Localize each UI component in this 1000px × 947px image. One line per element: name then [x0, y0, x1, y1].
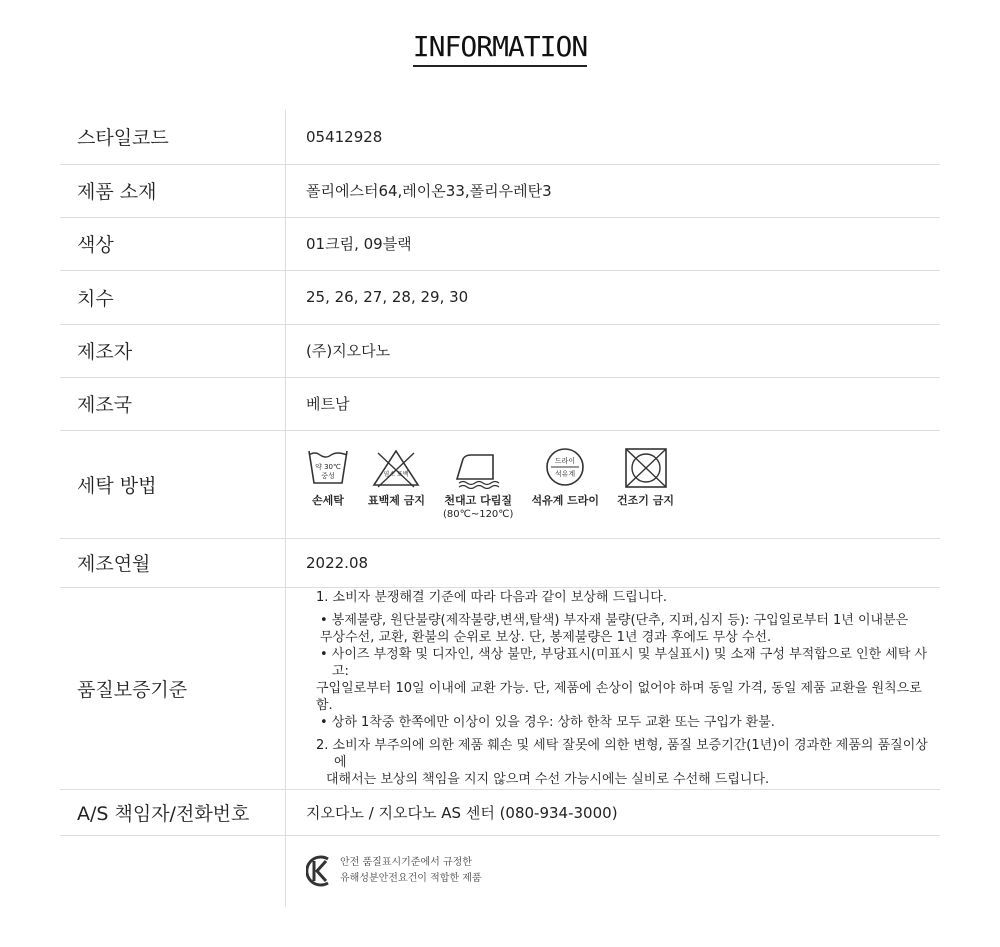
care-no-tumble-dry — [617, 447, 674, 508]
kc-mark — [306, 853, 939, 889]
quality-bullet-2-cont: 구입일로부터 10일 이내에 교환 가능. 단, 제품에 손상이 없어야 하며 동일 가격, 동일 제품 교환을 원칙으로 함. — [316, 680, 922, 713]
care-icons — [306, 447, 939, 521]
row-date — [60, 538, 940, 587]
care-no-bleach — [368, 447, 425, 508]
dry-clean-text-top: 드라이 — [555, 457, 576, 465]
value-kc — [286, 835, 941, 907]
value-date: 2022.08 — [286, 538, 941, 587]
dry-clean-text-bottom: 석유계 — [555, 470, 576, 478]
quality-item-1: 1. 소비자 분쟁해결 기준에 따라 다음과 같이 보상해 드립니다. — [316, 589, 667, 605]
care-label-no-bleach: 표백제 금지 — [368, 494, 425, 507]
hand-wash-icon — [306, 447, 350, 489]
no-bleach-icon — [370, 447, 422, 489]
row-material — [60, 164, 940, 217]
value-washing — [286, 430, 941, 538]
row-color — [60, 217, 940, 270]
kc-certification-icon — [306, 853, 334, 889]
value-quality — [286, 587, 941, 789]
value-country: 베트남 — [286, 377, 941, 430]
care-label-no-tumble-dry: 건조기 금지 — [617, 494, 674, 507]
label-kc-empty — [60, 835, 286, 907]
value-as: 지오다노 / 지오다노 AS 센터 (080-934-3000) — [286, 789, 941, 835]
label-maker: 제조자 — [60, 324, 286, 377]
page-title-wrap — [0, 30, 1000, 63]
info-table — [60, 110, 940, 907]
kc-text-line1: 안전 품질표시기준에서 규정한 — [340, 857, 472, 869]
quality-bullet-1: • 봉제불량, 원단불량(제작불량,변색,탈색) 부자재 불량(단추, 지퍼,심지 등): 구입일로부터 1년 이내분은 — [320, 612, 909, 628]
hand-wash-detergent: 중성 — [321, 472, 335, 480]
quality-item-2: 2. 소비자 부주의에 의한 제품 훼손 및 세탁 잘못에 의한 변형, 품질 보증기간(1년)이 경과한 제품의 품질이상에 — [316, 737, 928, 770]
row-style-code — [60, 110, 940, 164]
row-size — [60, 270, 940, 324]
label-as: A/S 책임자/전화번호 — [60, 789, 286, 835]
quality-bullet-3: • 상하 1착중 한쪽에만 이상이 있을 경우: 상하 한착 모두 교환 또는 구입가 환불. — [320, 714, 775, 730]
quality-bullet-1-cont: 무상수선, 교환, 환불의 순위로 보상. 단, 봉제불량은 1년 경과 후에도 무상 수선. — [320, 629, 772, 645]
no-bleach-text: 염소 표백 — [383, 471, 410, 478]
care-label-dry-clean: 석유계 드라이 — [531, 494, 600, 507]
kc-text — [340, 855, 482, 887]
value-size: 25, 26, 27, 28, 29, 30 — [286, 270, 941, 324]
label-date: 제조연월 — [60, 538, 286, 587]
value-maker: (주)지오다노 — [286, 324, 941, 377]
care-iron — [443, 447, 513, 521]
page-title: INFORMATION — [413, 30, 587, 67]
iron-icon — [453, 447, 503, 489]
quality-text — [306, 589, 939, 788]
value-style-code: 05412928 — [286, 110, 941, 164]
row-country — [60, 377, 940, 430]
row-washing — [60, 430, 940, 538]
dry-clean-icon — [543, 447, 587, 489]
row-kc — [60, 835, 940, 907]
label-color: 색상 — [60, 217, 286, 270]
label-country: 제조국 — [60, 377, 286, 430]
kc-text-line2: 유해성분안전요건이 적합한 제품 — [340, 873, 482, 885]
row-maker — [60, 324, 940, 377]
label-style-code: 스타일코드 — [60, 110, 286, 164]
care-label-iron: 천대고 다림질 — [444, 494, 512, 507]
care-dry-clean — [531, 447, 599, 508]
label-material: 제품 소재 — [60, 164, 286, 217]
hand-wash-temp: 약 30℃ — [315, 463, 341, 471]
care-label-hand-wash: 손세탁 — [312, 494, 344, 507]
value-color: 01크림, 09블랙 — [286, 217, 941, 270]
row-quality — [60, 587, 940, 789]
label-size: 치수 — [60, 270, 286, 324]
row-as — [60, 789, 940, 835]
label-quality: 품질보증기준 — [60, 587, 286, 789]
quality-bullet-2: • 사이즈 부정확 및 디자인, 색상 불만, 부당표시(미표시 및 부실표시) 및 소재 구성 부적합으로 인한 세탁 사고: — [320, 646, 928, 679]
label-washing: 세탁 방법 — [60, 430, 286, 538]
value-material: 폴리에스터64,레이온33,폴리우레탄3 — [286, 164, 941, 217]
care-label-iron-temp: (80℃~120℃) — [442, 509, 514, 520]
quality-item-2-cont: 대해서는 보상의 책임을 지지 않으며 수선 가능시에는 실비로 수선해 드립니다. — [326, 771, 770, 787]
care-hand-wash — [306, 447, 350, 508]
no-tumble-dry-icon — [623, 447, 669, 489]
